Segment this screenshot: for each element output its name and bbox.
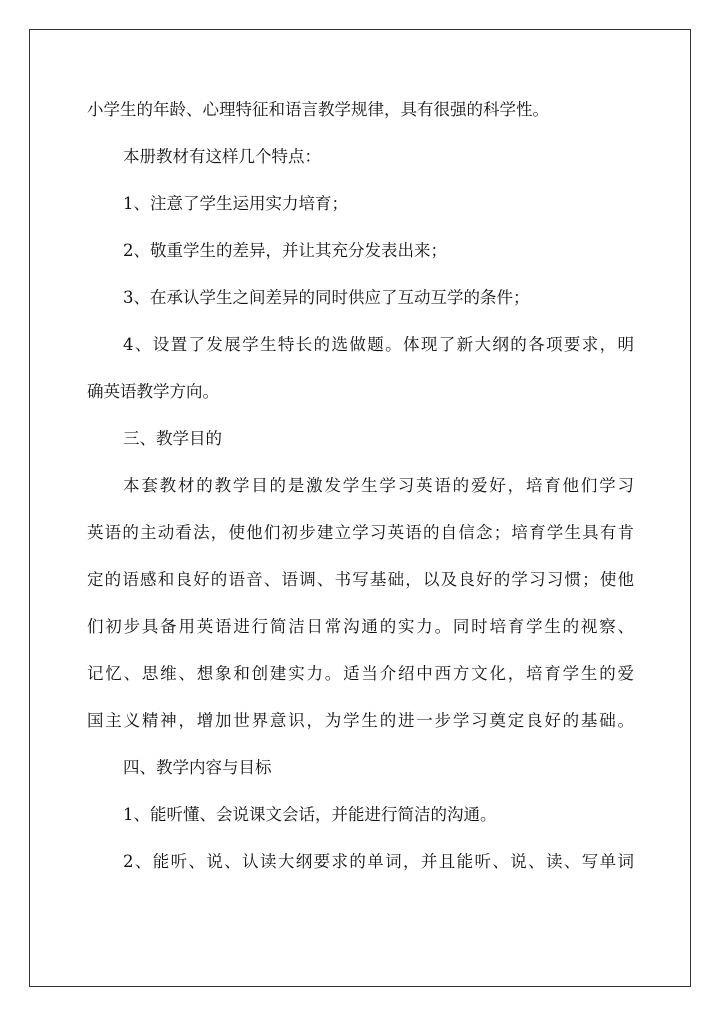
text-line-10: 英语的主动看法，使他们初步建立学习英语的自信念；培育学生具有肯 [87,523,634,542]
text-line-7: 确英语教学方向。 [87,382,219,401]
text-line-6: 4、设置了发展学生特长的选做题。体现了新大纲的各项要求，明 [123,335,634,354]
text-line-13: 记忆、思维、想象和创建实力。适当介绍中西方文化，培育学生的爱 [87,664,634,683]
section-heading-3: 三、教学目的 [123,429,222,448]
text-line-16: 1、能听懂、会说课文会话，并能进行简洁的沟通。 [123,805,497,824]
text-line-4: 2、敬重学生的差异，并让其充分发表出来； [123,241,447,260]
text-line-11: 定的语感和良好的语音、语调、书写基础，以及良好的学习习惯；使他 [87,570,634,589]
text-line-12: 们初步具备用英语进行简洁日常沟通的实力。同时培育学生的视察、 [87,617,634,636]
text-line-1: 小学生的年龄、心理特征和语言教学规律，具有很强的科学性。 [87,100,549,119]
document-body [87,92,634,891]
section-heading-4: 四、教学内容与目标 [123,758,272,777]
text-line-14: 国主义精神，增加世界意识，为学生的进一步学习奠定良好的基础。 [87,711,634,730]
text-line-2: 本册教材有这样几个特点： [123,147,321,166]
text-line-17: 2、能听、说、认读大纲要求的单词，并且能听、说、读、写单词 [123,852,634,871]
text-line-9: 本套教材的教学目的是激发学生学习英语的爱好，培育他们学习 [123,476,634,495]
text-line-5: 3、在承认学生之间差异的同时供应了互动互学的条件； [123,288,530,307]
text-line-3: 1、注意了学生运用实力培育； [123,194,348,213]
